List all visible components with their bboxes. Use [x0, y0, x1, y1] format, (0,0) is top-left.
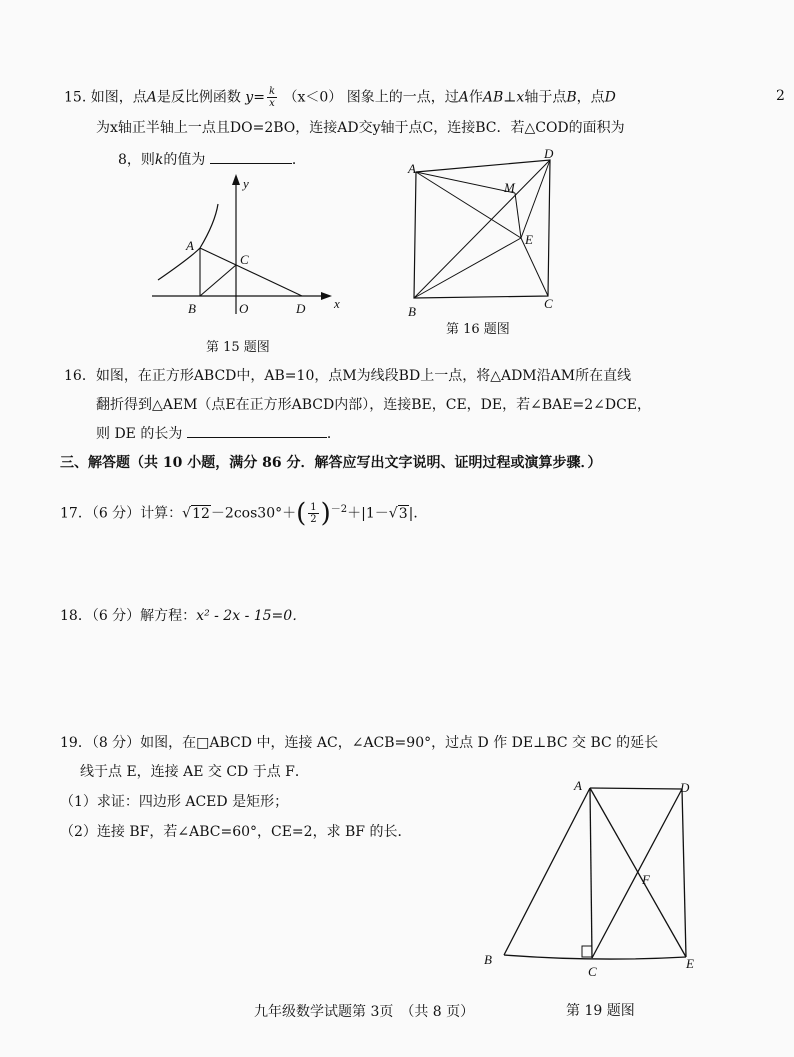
page-corner-number: 2 [776, 88, 785, 104]
q19-figure-caption: 第 19 题图 [566, 1003, 635, 1019]
q15-label-a: A [186, 238, 194, 253]
q19-figure [478, 772, 708, 984]
q15-fn-y: y [245, 89, 254, 106]
q15-text: ． [291, 152, 306, 168]
q15-answer-blank[interactable] [210, 163, 292, 164]
q15-point-b: B [566, 89, 577, 106]
q19-seg-be [504, 955, 686, 959]
q15-text: 8，则 [118, 152, 155, 168]
frac-num: 1 [310, 502, 317, 514]
q15-figure-caption: 第 15 题图 [206, 340, 270, 355]
q15-point-a: A [146, 89, 157, 106]
q17-exponent: －2 [330, 504, 348, 515]
q15-label-y: y [243, 176, 249, 191]
q18-prefix: 18．（6 分）解方程： [60, 608, 197, 624]
q19-label-e: E [686, 956, 694, 971]
q17-mid: －2cos30°＋ [210, 505, 297, 522]
q15-point-a: A [458, 89, 469, 106]
q16-seg-am [416, 172, 515, 193]
q15-seg-bc [200, 265, 236, 296]
q17-line: 17．（6 分）计算：√12－2cos30°＋( $\frac{1}{2}$ )$^{-2}$＋|1－√3|． [60, 498, 428, 529]
q19-label-f: F [642, 872, 650, 887]
q15-point-d: D [604, 89, 616, 106]
q15-fraction [267, 86, 277, 109]
q19-part1: （1）求证：四边形 ACED 是矩形； [60, 794, 289, 810]
q16-text: ． [326, 426, 341, 442]
frac-den: 2 [310, 514, 317, 526]
q15-condition: （x＜0） [283, 89, 343, 106]
q16-label-m: M [504, 180, 515, 195]
q15-text: ，点 [576, 89, 605, 106]
q15-label-c: C [240, 252, 249, 267]
q15-seg-ad [200, 248, 302, 296]
q15-line3 [118, 150, 306, 170]
q18-line [60, 606, 306, 626]
q19-label-b: B [484, 952, 492, 967]
q15-y-arrow [232, 174, 240, 185]
section-3-heading: 三、解答题（共 10 小题，满分 86 分．解答应写出文字说明、证明过程或演算步骤．） [60, 455, 602, 471]
frac-num: k [268, 86, 276, 97]
q15-label-x: x [334, 296, 340, 311]
page-footer: 九年级数学试题第 3页 （共 8 页） [254, 1004, 475, 1020]
q16-answer-blank[interactable] [187, 437, 327, 438]
q17-sqrt3: 3 [398, 505, 408, 522]
q16-figure [400, 146, 570, 321]
q15-line2: 为x轴正半轴上一点且DO=2BO，连接AD交y轴于点C，连接BC．若△COD的面积为 [96, 120, 625, 136]
q19-label-a: A [574, 778, 582, 793]
q16-line1: 16．如图，在正方形ABCD中，AB=10，点M为线段BD上一点，将△ADM沿AM所在直线 [64, 368, 632, 384]
q15-text: 如图，点 [90, 89, 147, 106]
q16-label-c: C [544, 296, 553, 311]
q15-text: 轴于点 [524, 89, 567, 106]
q16-seg-me [515, 193, 521, 238]
q17-half [308, 502, 318, 525]
q17-sqrt12: 12 [192, 505, 210, 522]
q15-k: k [154, 152, 164, 168]
q17-abs-post: |． [408, 505, 428, 522]
q19-label-c: C [588, 964, 597, 979]
q16-label-a: A [408, 161, 416, 176]
q19-right-angle-mark [582, 946, 592, 957]
q16-line2: 翻折得到△AEM（点E在正方形ABCD内部），连接BE，CE，DE，若∠BAE=2∠DCE， [96, 397, 652, 413]
q16-seg-de [521, 160, 550, 238]
q15-figure [140, 168, 350, 318]
q19-seg-ac [590, 788, 592, 958]
q16-text: 则 DE 的长为 [96, 426, 183, 442]
q19-line2: 线于点 E，连接 AE 交 CD 于点 F． [80, 764, 309, 780]
q15-label-d: D [296, 301, 306, 316]
q15-line1 [64, 86, 616, 109]
q16-label-e: E [525, 232, 533, 247]
q16-label-d: D [544, 146, 554, 161]
q15-x-arrow [321, 292, 332, 300]
q15-text: 是反比例函数 [156, 89, 241, 106]
q17-abs-pre: ＋|1－ [347, 505, 389, 522]
q17-prefix: 17．（6 分）计算： [60, 505, 183, 522]
q15-ab-perp: AB⊥x [482, 89, 525, 106]
frac-den: x [269, 98, 275, 109]
q19-seg-de [682, 789, 686, 957]
q16-diag-bd [414, 160, 550, 298]
q15-label-o: O [239, 301, 249, 316]
q15-number: 15. [64, 89, 87, 106]
q16-seg-be [414, 238, 521, 298]
q15-text: 图象上的一点，过 [346, 89, 459, 106]
q19-line1: 19．（8 分）如图，在□ABCD 中，连接 AC，∠ACB=90°，过点 D 作 DE⊥BC 交 BC 的延长 [60, 735, 659, 751]
q15-eq: = [253, 89, 265, 106]
q19-seg-ad [590, 788, 682, 789]
q18-equation: x² - 2x - 15=0． [196, 608, 307, 624]
q19-part2: （2）连接 BF，若∠ABC=60°，CE=2，求 BF 的长． [60, 824, 412, 840]
q15-text: 作 [468, 89, 483, 106]
q16-figure-caption: 第 16 题图 [446, 322, 510, 337]
q16-label-b: B [408, 304, 416, 319]
q19-label-d: D [680, 780, 690, 795]
q19-seg-ab [504, 788, 590, 955]
q15-text: 的值为 [163, 152, 206, 168]
q16-line3 [96, 424, 341, 444]
q15-label-b: B [188, 301, 196, 316]
